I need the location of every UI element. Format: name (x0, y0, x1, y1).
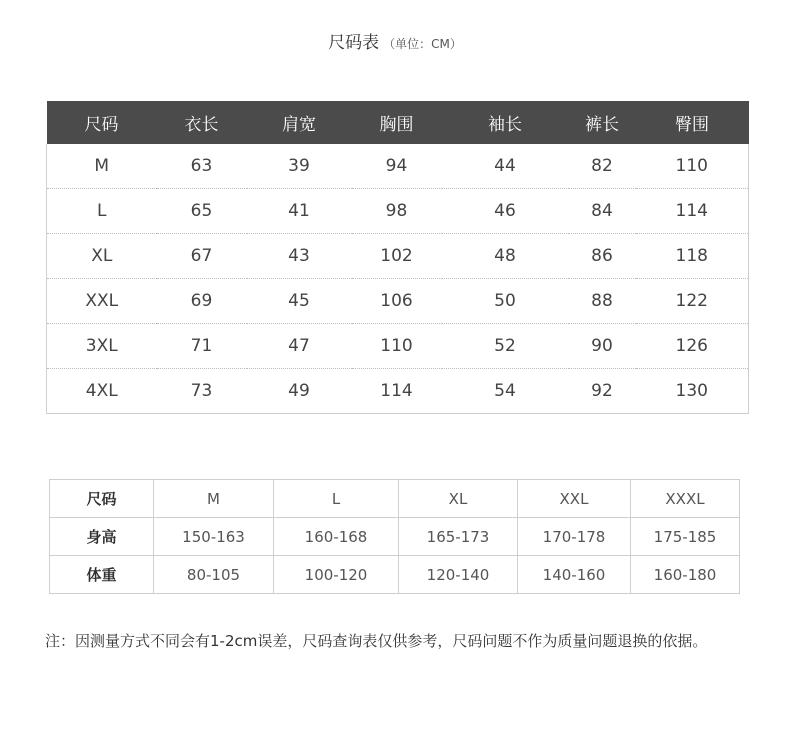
header-pants-length: 裤长 (569, 101, 636, 144)
table-cell: 100-120 (274, 556, 399, 594)
table-cell: M (47, 144, 157, 189)
table-cell: 160-180 (631, 556, 740, 594)
measurement-header-row (47, 101, 749, 144)
table-cell: 88 (569, 279, 636, 324)
table-cell: 160-168 (274, 518, 399, 556)
table-cell: M (154, 480, 274, 518)
header-size: 尺码 (47, 101, 157, 144)
table-cell: XXL (47, 279, 157, 324)
table-cell: 94 (352, 144, 442, 189)
table-cell: 52 (442, 324, 569, 369)
table-cell: 3XL (47, 324, 157, 369)
table-cell: 150-163 (154, 518, 274, 556)
table-cell: L (274, 480, 399, 518)
table-cell: 102 (352, 234, 442, 279)
table-cell: XXXL (631, 480, 740, 518)
table-cell: 175-185 (631, 518, 740, 556)
size-chart-title (0, 28, 790, 53)
header-length: 衣长 (157, 101, 247, 144)
table-cell: 80-105 (154, 556, 274, 594)
table-cell: 84 (569, 189, 636, 234)
reference-table (49, 479, 740, 594)
table-cell: 41 (247, 189, 352, 234)
table-cell: 50 (442, 279, 569, 324)
table-cell: 4XL (47, 369, 157, 414)
table-row (47, 279, 749, 324)
table-cell: 49 (247, 369, 352, 414)
table-cell: 65 (157, 189, 247, 234)
table-cell: 47 (247, 324, 352, 369)
reference-height-row (50, 518, 740, 556)
table-cell: 130 (636, 369, 749, 414)
table-cell: 110 (352, 324, 442, 369)
header-sleeve: 袖长 (442, 101, 569, 144)
table-cell: L (47, 189, 157, 234)
table-cell: 54 (442, 369, 569, 414)
table-cell: 118 (636, 234, 749, 279)
table-cell: 69 (157, 279, 247, 324)
table-cell: 86 (569, 234, 636, 279)
header-chest: 胸围 (352, 101, 442, 144)
table-cell: 98 (352, 189, 442, 234)
table-cell: 67 (157, 234, 247, 279)
table-cell: 63 (157, 144, 247, 189)
table-cell: 82 (569, 144, 636, 189)
row-label-height: 身高 (50, 518, 154, 556)
header-hip: 臀围 (636, 101, 749, 144)
table-cell: 122 (636, 279, 749, 324)
table-row (47, 144, 749, 189)
table-cell: 165-173 (399, 518, 518, 556)
table-cell: 39 (247, 144, 352, 189)
row-label-size: 尺码 (50, 480, 154, 518)
table-cell: 45 (247, 279, 352, 324)
table-cell: 170-178 (518, 518, 631, 556)
table-cell: 90 (569, 324, 636, 369)
table-cell: 114 (352, 369, 442, 414)
table-row (47, 189, 749, 234)
reference-size-row (50, 480, 740, 518)
table-row (47, 234, 749, 279)
table-cell: 73 (157, 369, 247, 414)
reference-weight-row (50, 556, 740, 594)
title-unit: （单位：CM） (383, 37, 462, 51)
table-cell: XXL (518, 480, 631, 518)
table-cell: 71 (157, 324, 247, 369)
table-cell: 46 (442, 189, 569, 234)
table-cell: 48 (442, 234, 569, 279)
measurement-table (46, 101, 749, 414)
table-cell: XL (399, 480, 518, 518)
disclaimer-note: 注：因测量方式不同会有1-2cm误差，尺码查询表仅供参考，尺码问题不作为质量问题退换的依据。 (45, 632, 708, 650)
table-cell: 114 (636, 189, 749, 234)
table-cell: 92 (569, 369, 636, 414)
table-cell: 120-140 (399, 556, 518, 594)
table-cell: 140-160 (518, 556, 631, 594)
table-row (47, 324, 749, 369)
table-cell: 44 (442, 144, 569, 189)
table-cell: 110 (636, 144, 749, 189)
header-shoulder: 肩宽 (247, 101, 352, 144)
table-cell: 43 (247, 234, 352, 279)
table-cell: 126 (636, 324, 749, 369)
table-cell: XL (47, 234, 157, 279)
table-cell: 106 (352, 279, 442, 324)
row-label-weight: 体重 (50, 556, 154, 594)
table-row (47, 369, 749, 414)
title-main: 尺码表 (328, 33, 380, 53)
